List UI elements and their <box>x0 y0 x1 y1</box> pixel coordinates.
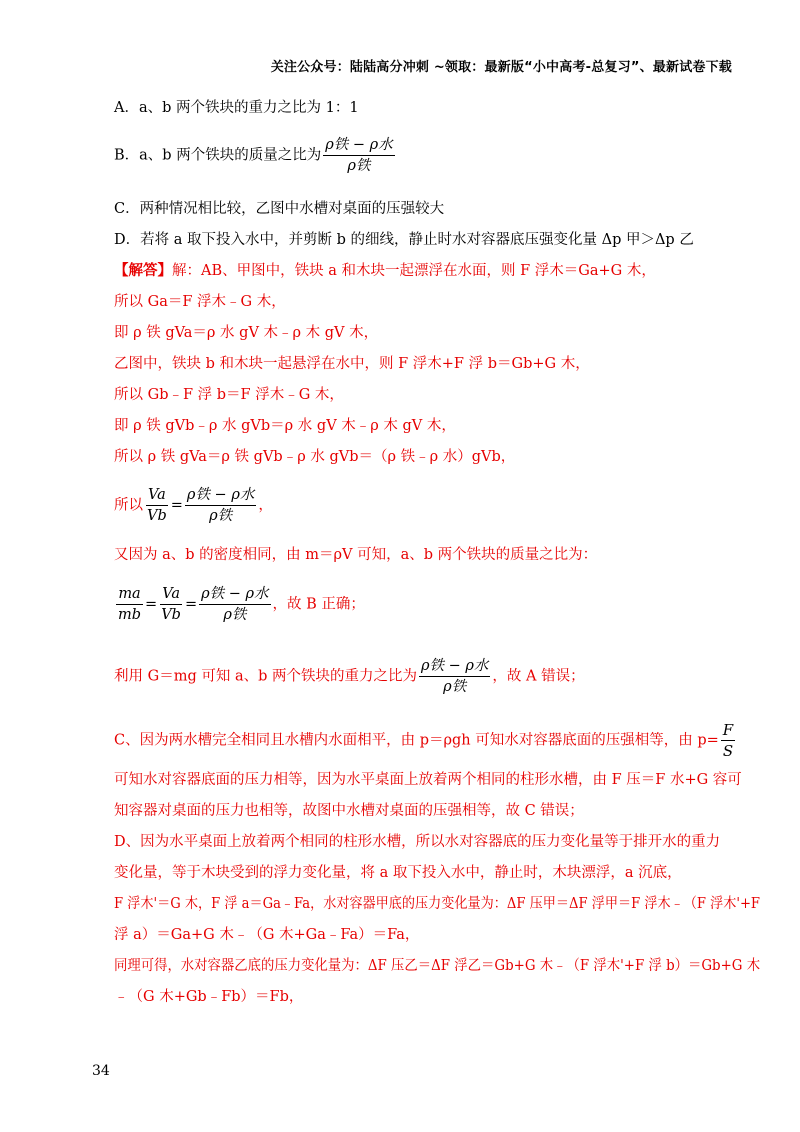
solution-line-16: 变化量，等于木块受到的浮力变化量，将 a 取下投入水中，静止时，木块漂浮，a 沉底， <box>114 865 682 881</box>
volume-ratio-fraction <box>145 486 169 525</box>
volume-ratio-fraction <box>159 585 183 624</box>
mass-ratio-fraction <box>116 585 143 624</box>
fraction-numerator: ρ铁 − ρ水 <box>419 657 490 677</box>
fraction-numerator: ρ铁 − ρ水 <box>185 486 256 506</box>
solution-line-9: 又因为 a、b 的密度相同，由 m＝ρV 可知，a、b 两个铁块的质量之比为： <box>114 547 598 563</box>
option-b <box>114 136 397 175</box>
solution-line-13: 可知水对容器底面的压力相等，因为水平桌面上放着两个相同的柱形水槽，由 F 压＝F 水+G 容可 <box>114 772 742 788</box>
density-ratio-fraction <box>199 585 270 624</box>
fraction-denominator: ρ铁 <box>209 508 233 524</box>
density-ratio-fraction <box>185 486 256 525</box>
page-header: 关注公众号：陆陆高分冲刺 ~领取：最新版“小中高考-总复习”、最新试卷下载 <box>270 60 732 75</box>
solution-text-12: C、因为两水槽完全相同且水槽内水面相平，由 p＝ρgh 可知水对容器底面的压强相等，由 p= <box>114 732 719 749</box>
solution-line-14: 知容器对桌面的压力也相等，故图中水槽对桌面的压强相等，故 C 错误； <box>114 803 584 819</box>
solution-line-8: 所以 $\frac{Va}{Vb}$ = $\frac{\text{ρ铁 − ρ水}}{\text{ρ铁}}$ ， <box>114 487 273 524</box>
solution-text-11: 利用 G＝mg 可知 a、b 两个铁块的重力之比为 <box>114 668 417 685</box>
option-b-label: B．a、b 两个铁块的质量之比为 <box>114 147 322 164</box>
solution-line-2: 所以 Ga＝F 浮木﹣G 木， <box>114 294 286 310</box>
page-number: 34 <box>92 1063 110 1079</box>
solution-text-8: 所以 <box>114 497 143 514</box>
solution-line-11 <box>114 657 585 696</box>
fraction-denominator: ρ铁 <box>347 158 371 174</box>
density-ratio-fraction <box>323 136 394 175</box>
punctuation: ， <box>258 497 273 514</box>
option-d: D．若将 a 取下投入水中，并剪断 b 的细线，静止时水对容器底压强变化量 Δp 甲＞Δp 乙 <box>114 232 694 248</box>
pressure-fraction <box>721 721 735 760</box>
fraction-denominator: Vb <box>147 508 167 524</box>
solution-line-1 <box>114 261 656 281</box>
fraction-numerator: F <box>722 721 734 739</box>
option-a: A．a、b 两个铁块的重力之比为 1：1 <box>114 100 359 116</box>
fraction-numerator: Va <box>160 585 182 605</box>
solution-line-5: 所以 Gb﹣F 浮 b＝F 浮木﹣G 木， <box>114 387 344 403</box>
fraction-denominator: ρ铁 <box>223 607 247 623</box>
solution-line-12 <box>114 721 737 760</box>
solution-line-15: D、因为水平桌面上放着两个相同的柱形水槽，所以水对容器底的压力变化量等于排开水的重力 <box>114 834 721 850</box>
solution-tag: 【解答】 <box>114 262 172 279</box>
fraction-denominator: S <box>722 742 734 760</box>
solution-line-6: 即 ρ 铁 gVb﹣ρ 水 gVb＝ρ 水 gV 木﹣ρ 木 gV 木， <box>114 418 456 434</box>
solution-line-10: $\frac{ma}{mb}$ = $\frac{Va}{Vb}$ = $\frac{\text{ρ铁 − ρ水}}{\text{ρ铁}}$ ，故 B 正确； <box>118 586 365 623</box>
fraction-denominator: mb <box>118 607 142 623</box>
solution-text-10: ，故 B 正确； <box>272 596 365 613</box>
fraction-numerator: Va <box>146 486 168 506</box>
fraction-numerator: ρ铁 − ρ水 <box>199 585 270 605</box>
solution-line-19: 同理可得，水对容器乙底的压力变化量为：ΔF 压乙＝ΔF 浮乙＝Gb+G 木﹣（F 浮木'+F 浮 b）＝Gb+G 木 <box>114 958 761 974</box>
solution-line-20: ﹣（G 木+Gb﹣Fb）＝Fb， <box>114 989 304 1005</box>
option-c: C．两种情况相比较，乙图中水槽对桌面的压强较大 <box>114 201 445 217</box>
solution-line-18: 浮 a）＝Ga+G 木﹣（G 木+Ga﹣Fa）＝Fa， <box>114 927 420 943</box>
solution-line-3: 即 ρ 铁 gVa＝ρ 水 gV 木﹣ρ 木 gV 木， <box>114 325 379 341</box>
fraction-denominator: Vb <box>161 607 181 623</box>
density-ratio-fraction <box>419 657 490 696</box>
fraction-numerator: ma <box>116 585 142 605</box>
fraction-denominator: ρ铁 <box>443 679 467 695</box>
solution-line-4: 乙图中，铁块 b 和木块一起悬浮在水中，则 F 浮木+F 浮 b＝Gb+G 木， <box>114 356 590 372</box>
solution-text-11b: ，故 A 错误； <box>492 668 585 685</box>
solution-line-7: 所以 ρ 铁 gVa＝ρ 铁 gVb﹣ρ 水 gVb＝（ρ 铁﹣ρ 水）gVb， <box>114 449 516 465</box>
solution-text-1: 解：AB、甲图中，铁块 a 和木块一起漂浮在水面，则 F 浮木＝Ga+G 木， <box>172 263 656 279</box>
solution-line-17: F 浮木'＝G 木，F 浮 a＝Ga﹣Fa，水对容器甲底的压力变化量为：ΔF 压甲＝ΔF 浮甲＝F 浮木﹣（F 浮木'+F <box>114 896 761 912</box>
fraction-numerator: ρ铁 − ρ水 <box>323 136 394 156</box>
